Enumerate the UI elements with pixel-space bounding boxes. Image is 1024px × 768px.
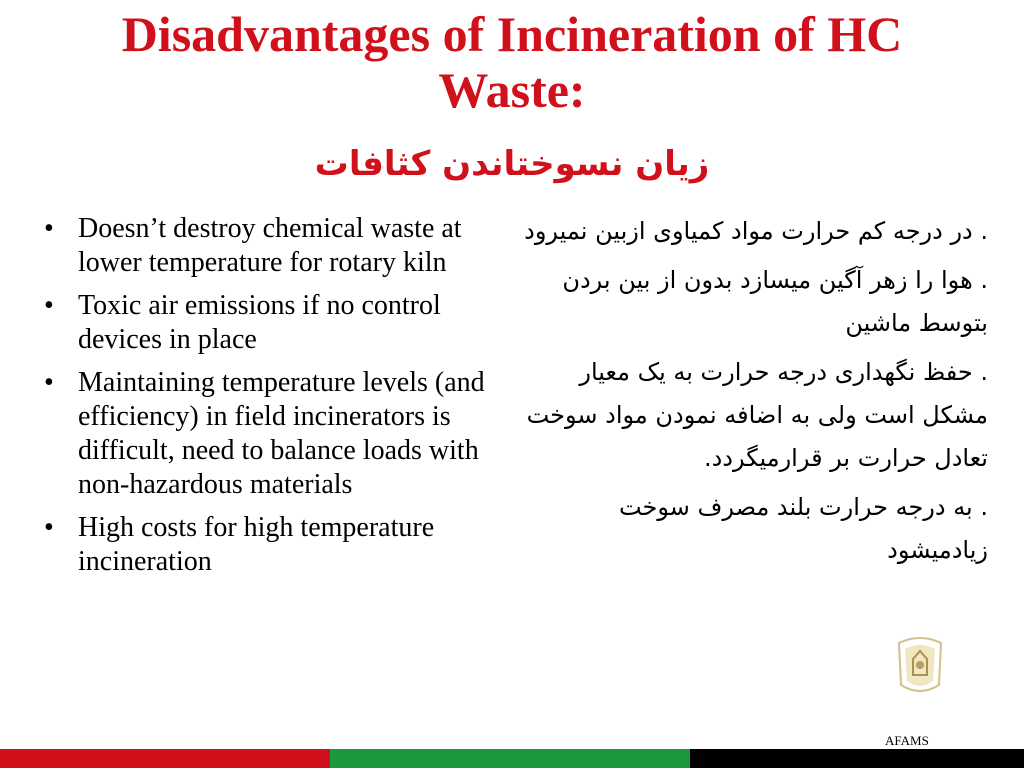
list-item xyxy=(44,366,494,502)
persian-bullet-list xyxy=(518,210,988,578)
footer-color-bar xyxy=(0,749,1024,768)
english-bullet-list xyxy=(44,212,494,588)
list-item: . هوا را زهر آگین میسازد بدون از بین بردن بتوسط ماشین xyxy=(562,266,988,337)
footer-green-segment xyxy=(330,749,690,768)
footer-red-segment xyxy=(0,749,330,768)
bullet-marker: • xyxy=(44,512,54,543)
list-item-text: High costs for high temperature incineration xyxy=(78,512,435,577)
slide-title-line1: Disadvantages of Incineration of HC xyxy=(121,6,903,62)
footer-label: AFAMS xyxy=(885,733,929,748)
list-item xyxy=(44,511,494,579)
footer-black-segment xyxy=(690,749,1024,768)
list-item: . در درجه کم حرارت مواد کمیاوی ازبین نمیرود xyxy=(524,217,988,245)
list-item-text: Toxic air emissions if no control devices in place xyxy=(78,290,441,355)
afghan-emblem-icon xyxy=(895,635,945,697)
list-item xyxy=(44,289,494,357)
bullet-marker: • xyxy=(44,213,54,244)
bullet-marker: • xyxy=(44,367,54,398)
list-item-text: Maintaining temperature levels (and efficiency) in field incinerators is difficult, need to balance loads with non-hazardous materials xyxy=(78,367,485,500)
list-item-text: Doesn’t destroy chemical waste at lower temperature for rotary kiln xyxy=(78,213,462,278)
slide-title-persian: زیان نسوختاندن کثافات xyxy=(314,144,710,184)
list-item: . به درجه حرارت بلند مصرف سوخت زیادمیشود xyxy=(618,493,988,564)
list-item: . حفظ نگهداری درجه حرارت به یک معیار مشکل است ولی به اضافه نمودن مواد سوخت تعادل حرارت بر قرارمیگردد. xyxy=(526,358,988,472)
slide-title-line2: Waste: xyxy=(438,62,586,118)
bullet-marker: • xyxy=(44,290,54,321)
list-item xyxy=(44,212,494,280)
slide-title xyxy=(0,6,1024,118)
